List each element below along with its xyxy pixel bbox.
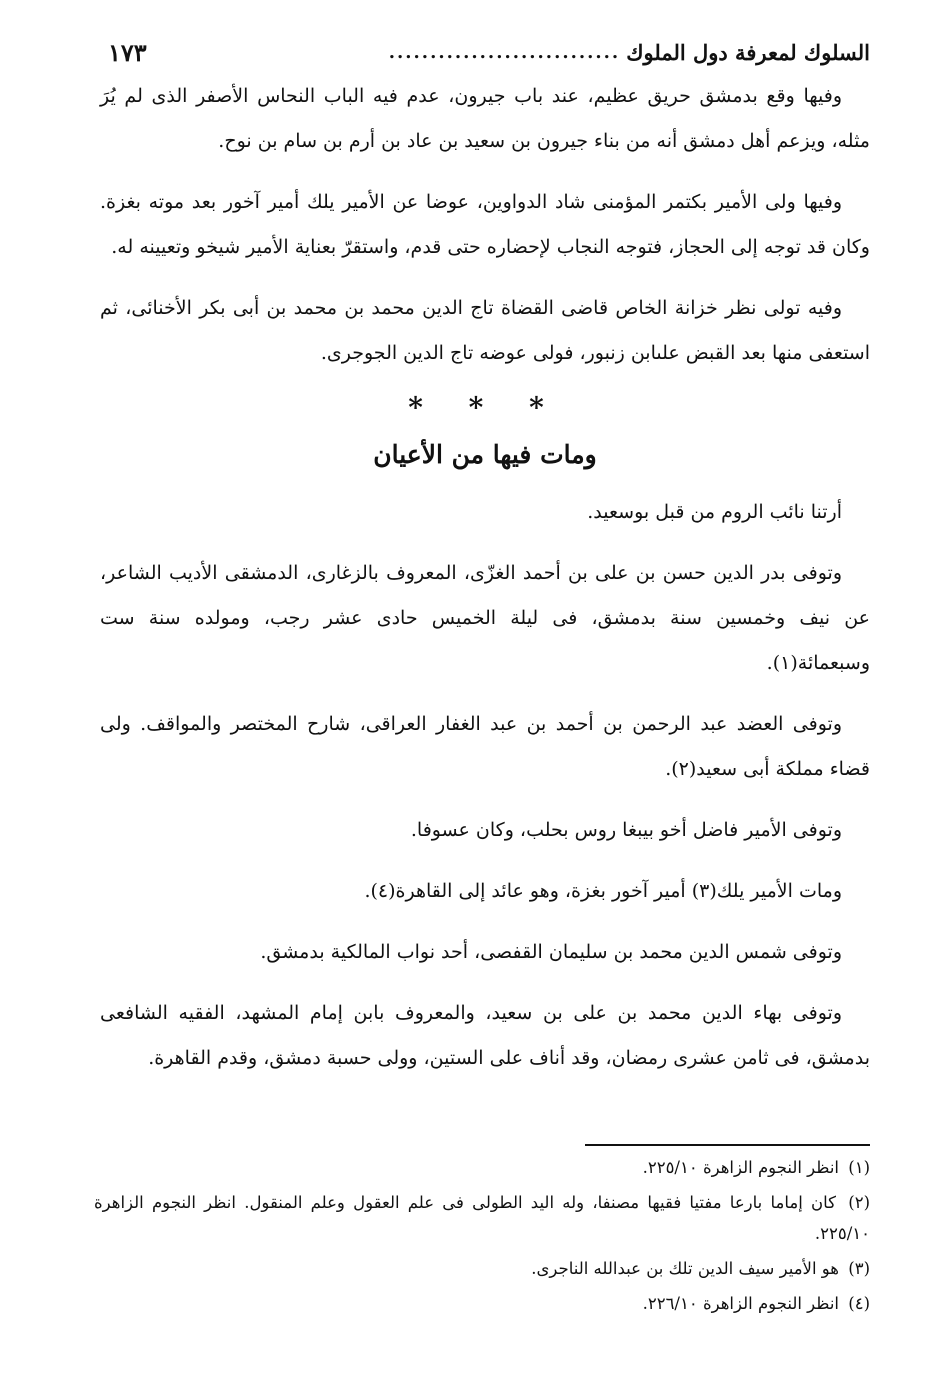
page-number: ١٧٣	[108, 37, 147, 67]
section-title: ومات فيها من الأعيان	[373, 440, 597, 469]
footnote-text: كان إماما بارعا مفتيا فقيها مصنفا، وله اليد الطولى فى علم العقول وعلم المنقول. انظر النجوم الزاهرة ٢٢٥/١٠.	[94, 1193, 870, 1243]
paragraph-appointment: وفيها ولى الأمير بكتمر المؤمنى شاد الدواوين، عوضا عن الأمير يلك أمير آخور بعد موته بغزة. وكان قد توجه إلى الحجاز، فتوجه النجاب لإحضاره حتى قدم، واستقرّ بعناية الأمير شيخو وتعيينه له.	[100, 191, 870, 258]
obituary-paragraph: وتوفى بدر الدين حسن بن على بن أحمد الغزّى، المعروف بالزغارى، الدمشقى الأديب الشاعر، عن نيف وخمسين سنة بدمشق، فى ليلة الخميس حادى عشر رجب، ومولده سنة ست وسبعمائة(١).	[100, 562, 870, 674]
footnote-text: هو الأمير سيف الدين تلك بن عبدالله الناجرى.	[531, 1259, 839, 1278]
footnote-item	[94, 1288, 870, 1319]
running-title-group	[389, 40, 870, 65]
footnote-number: (٢)	[848, 1193, 870, 1212]
footnote-number: (١)	[848, 1158, 870, 1177]
main-text	[100, 74, 870, 1097]
obituary-paragraph: وتوفى العضد عبد الرحمن بن أحمد بن عبد الغفار العراقى، شارح المختصر والمواقف. ولى قضاء مملكة أبى سعيد(٢).	[100, 713, 870, 780]
obituary-paragraph: ومات الأمير يلك(٣) أمير آخور بغزة، وهو عائد إلى القاهرة(٤).	[364, 880, 842, 902]
leader-dots: ............................	[388, 41, 621, 63]
footnotes	[94, 1152, 870, 1323]
footnote-item	[94, 1187, 870, 1249]
obituary-paragraph: وتوفى الأمير فاضل أخو بيبغا روس بحلب، وكان عسوفا.	[410, 819, 842, 841]
paragraph-treasury: وفيه تولى نظر خزانة الخاص قاضى القضاة تاج الدين محمد بن محمد بن أبى بكر الأخنائى، ثم استعفى منها بعد القبض علىابن زنبور، فولى عوضه تاج الدين الجوجرى.	[100, 297, 870, 364]
book-title: السلوك لمعرفة دول الملوك	[626, 39, 870, 65]
obituary-paragraph: أرتنا نائب الروم من قبل بوسعيد.	[587, 501, 842, 523]
paragraph-fire: وفيها وقع بدمشق حريق عظيم، عند باب جيرون، عدم فيه الباب النحاس الأصفر الذى لم يُرَ مثله، ويزعم أهل دمشق أنه من بناء جيرون بن سعيد بن عاد بن أرم بن سام بن نوح.	[100, 85, 870, 152]
footnote-text: انظر النجوم الزاهرة ٢٢٦/١٠.	[642, 1294, 839, 1313]
footnote-text: انظر النجوم الزاهرة ٢٢٥/١٠.	[642, 1158, 839, 1177]
footnote-item	[94, 1253, 870, 1284]
footnote-separator	[585, 1144, 870, 1146]
footnote-number: (٤)	[848, 1294, 870, 1313]
obituary-paragraph: وتوفى بهاء الدين محمد بن على بن سعيد، والمعروف بابن إمام المشهد، الفقيه الشافعى بدمشق، فى ثامن عشرى رمضان، وقد أناف على الستين، وولى حسبة دمشق، وقدم القاهرة.	[100, 1002, 870, 1069]
footnote-item	[94, 1152, 870, 1183]
footnote-number: (٣)	[848, 1259, 870, 1278]
running-header	[108, 34, 870, 70]
section-ornament: * * *	[408, 391, 562, 424]
obituary-paragraph: وتوفى شمس الدين محمد بن سليمان القفصى، أحد نواب المالكية بدمشق.	[260, 941, 842, 963]
